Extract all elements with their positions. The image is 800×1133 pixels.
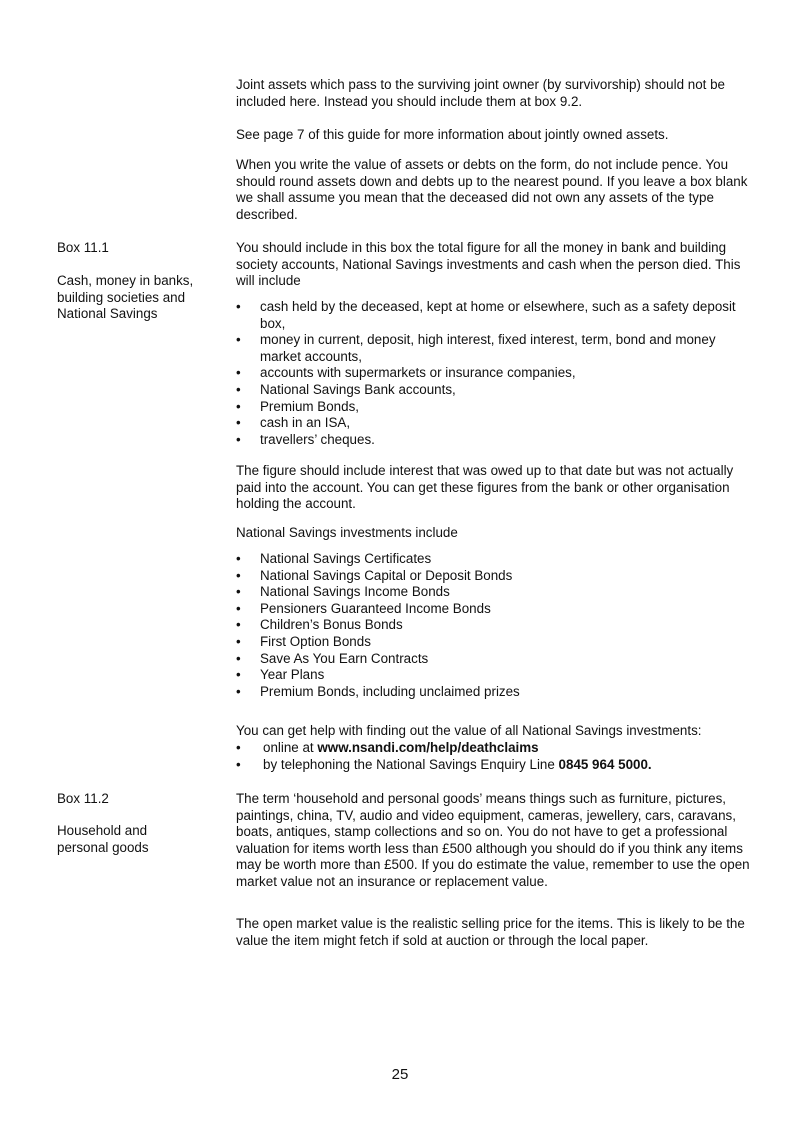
box-11-1-intro: You should include in this box the total figure for all the money in bank and building society accounts, National Savings investments and cash when the person died. This will include xyxy=(236,240,741,289)
box-11-2-label: Box 11.2 xyxy=(57,791,109,806)
list-item: • travellers’ cheques. xyxy=(236,432,756,449)
cash-items-list xyxy=(236,299,756,448)
list-item: • money in current, deposit, high interest, fixed interest, term, bond and money market accounts, xyxy=(236,332,756,365)
box-11-2-market-value-paragraph: The open market value is the realistic selling price for the items. This is likely to be the value the item might fetch if sold at auction or through the local paper. xyxy=(236,916,745,948)
intro-paragraph-see-page: See page 7 of this guide for more information about jointly owned assets. xyxy=(236,127,669,142)
list-item: • Children’s Bonus Bonds xyxy=(236,617,756,634)
intro-paragraph-values: When you write the value of assets or debts on the form, do not include pence. You should round assets down and debts up to the nearest pound. If you leave a box blank we shall assume you mean that the deceased did not own any assets of the type described. xyxy=(236,157,748,222)
phone-number: 0845 964 5000. xyxy=(558,756,652,772)
box-11-1-help-paragraph: You can get help with finding out the value of all National Savings investments: xyxy=(236,723,702,738)
list-item: • accounts with supermarkets or insurance companies, xyxy=(236,365,756,382)
box-11-1-ns-heading: National Savings investments include xyxy=(236,525,458,540)
help-list xyxy=(236,740,756,773)
list-item: • Premium Bonds, including unclaimed prizes xyxy=(236,684,756,701)
list-item: • National Savings Certificates xyxy=(236,551,756,568)
list-item: • cash in an ISA, xyxy=(236,415,756,432)
nsandi-link[interactable]: www.nsandi.com/help/deathclaims xyxy=(317,740,539,755)
list-item-phone xyxy=(236,757,756,774)
list-item: • Save As You Earn Contracts xyxy=(236,651,756,668)
ns-investments-list xyxy=(236,551,756,700)
online-prefix: online at xyxy=(263,740,318,755)
list-item: • Pensioners Guaranteed Income Bonds xyxy=(236,601,756,618)
box-11-2-goods-paragraph: The term ‘household and personal goods’ means things such as furniture, pictures, paintings, china, TV, audio and video equipment, cameras, jewellery, cars, caravans, boats, antiques, stamp collections and so on. You do not have to get a professional valuation for items worth less than £500 although you should do if you think any items may be worth more than £500. If you do estimate the value, remember to use the open market value not an insurance or replacement value. xyxy=(236,791,750,889)
box-11-2-title: Household and personal goods xyxy=(57,823,149,855)
phone-prefix: by telephoning the National Savings Enquiry Line xyxy=(263,756,559,772)
intro-paragraph-joint-assets: Joint assets which pass to the surviving joint owner (by survivorship) should not be included here. Instead you should include them at box 9.2. xyxy=(236,77,725,109)
list-item: • First Option Bonds xyxy=(236,634,756,651)
page-number: 25 xyxy=(391,1066,409,1083)
list-item: • Premium Bonds, xyxy=(236,399,756,416)
list-item: • cash held by the deceased, kept at home or elsewhere, such as a safety deposit box, xyxy=(236,299,756,332)
box-11-1-interest-paragraph: The figure should include interest that was owed up to that date but was not actually paid into the account. You can get these figures from the bank or other organisation holding the account. xyxy=(236,463,734,512)
list-item: • National Savings Capital or Deposit Bonds xyxy=(236,568,756,585)
list-item: • National Savings Bank accounts, xyxy=(236,382,756,399)
list-item: • Year Plans xyxy=(236,667,756,684)
list-item-online xyxy=(236,740,756,757)
box-11-1-title: Cash, money in banks, building societies and National Savings xyxy=(57,273,194,322)
box-11-1-label: Box 11.1 xyxy=(57,240,109,255)
list-item: • National Savings Income Bonds xyxy=(236,584,756,601)
